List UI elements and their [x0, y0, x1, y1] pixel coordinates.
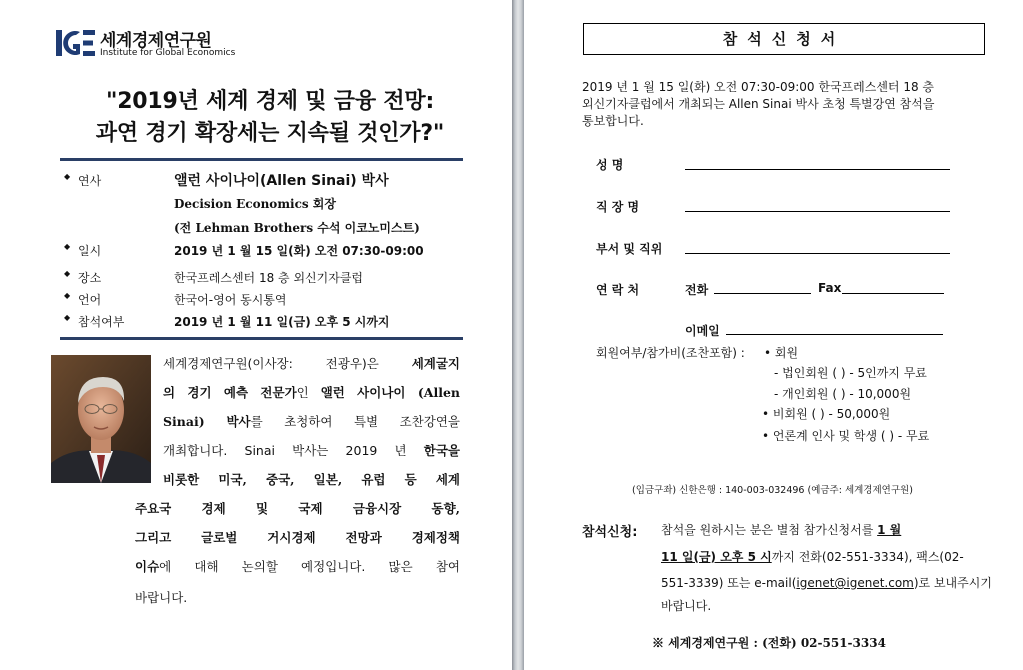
intro-text-bold: 주요국 경제 및 국제 금융시장 동향,: [135, 501, 460, 516]
info-row-venue: [60, 269, 470, 289]
bank-account: (입금구좌) 신한은행 : 140-003-032496 (예금주: 세계경제연구원): [632, 485, 913, 496]
info-key: 언어: [78, 293, 102, 307]
apply-text: )로 보내주시기: [913, 576, 992, 590]
intro-text-bold: 그리고 글로벌 거시경제 전망과 경제정책: [135, 530, 460, 545]
info-value: 한국어-영어 동시통역: [174, 293, 287, 307]
intro-text: 바랍니다.: [135, 590, 188, 605]
fax-label: Fax: [818, 281, 842, 295]
phone-label: 전화: [685, 283, 709, 297]
name-field-line[interactable]: [685, 168, 950, 170]
logo-name-ko: 세계경제연구원: [100, 31, 212, 51]
page-gutter: [512, 0, 524, 670]
email-label: 이메일: [685, 324, 720, 338]
apply-text: 바랍니다.: [661, 599, 712, 613]
top-divider: [60, 158, 463, 161]
apply-deadline: 11 일(금) 오후 5 시: [661, 550, 772, 564]
bullet-icon: ◆: [64, 242, 71, 251]
apply-text: 까지 전화(02-551-3334), 팩스(02-: [771, 550, 964, 564]
intro-text: 개최합니다. Sinai 박사는 2019 년: [163, 443, 424, 458]
application-intro-line2: 외신기자클럽에서 개최되는 Allen Sinai 박사 초청 특별강연 참석을: [582, 97, 935, 111]
fee-nonmember: • 비회원 ( ) - 50,000원: [762, 407, 891, 421]
intro-line: [135, 585, 460, 611]
intro-line: [135, 496, 460, 522]
info-row-rsvp: [60, 313, 470, 333]
intro-text-bold: 한국을: [423, 443, 460, 458]
event-title-line2: 과연 경기 확장세는 지속될 것인가?": [95, 121, 445, 146]
apply-line: [661, 593, 987, 620]
info-value: 앨런 사이나이(Allen Sinai) 박사: [174, 173, 389, 189]
apply-line: [661, 544, 987, 571]
info-row-speaker: [60, 172, 470, 192]
info-row-language: [60, 291, 470, 311]
fee-member: • 회원: [764, 346, 799, 360]
info-key: 일시: [78, 244, 102, 258]
info-value: 한국프레스센터 18 층 외신기자클럽: [174, 271, 364, 285]
application-title: 참석신청서: [583, 23, 985, 55]
company-field-line[interactable]: [685, 210, 950, 212]
intro-line: [135, 525, 460, 551]
intro-text-bold: Sinai) 박사: [163, 414, 251, 429]
bottom-divider: [60, 337, 463, 340]
intro-text: 에 대해 논의할 예정입니다. 많은 참여: [159, 559, 460, 574]
intro-line: [163, 380, 460, 406]
speaker-title: Decision Economics 회장: [174, 197, 336, 211]
fee-individual: - 개인회원 ( ) - 10,000원: [774, 387, 912, 401]
intro-text-bold: 세계굴지: [411, 356, 460, 371]
apply-text: 551-3339) 또는 e-mail(: [661, 576, 797, 590]
info-row-date: [60, 242, 470, 262]
company-label: 직 장 명: [596, 200, 640, 214]
info-key: 장소: [78, 271, 102, 285]
event-title-line1: "2019년 세계 경제 및 금융 전망:: [105, 89, 435, 114]
intro-text: 인: [296, 385, 321, 400]
logo-name-en: Institute for Global Economics: [100, 48, 236, 58]
dept-field-line[interactable]: [685, 252, 950, 254]
intro-text-bold: 비롯한 미국, 중국, 일본, 유럽 등 세계: [163, 472, 460, 487]
bullet-icon: ◆: [64, 291, 71, 300]
info-key: 참석여부: [78, 315, 125, 329]
contact-label: 연 락 처: [596, 283, 640, 297]
info-value: 2019 년 1 월 15 일(화) 오전 07:30-09:00: [174, 244, 424, 258]
intro-text: 세계경제연구원(이사장: 전광우)은: [163, 356, 412, 371]
intro-text-bold: 의 경기 예측 전문가: [163, 385, 297, 400]
intro-text: 를 초청하여 특별 조찬강연을: [250, 414, 460, 429]
intro-text-bold: 앨런 사이나이 (Allen: [320, 385, 460, 400]
footer-contact: ※ 세계경제연구원 : (전화) 02-551-3334: [652, 636, 886, 650]
name-label: 성 명: [596, 158, 624, 172]
speaker-photo: [51, 355, 151, 483]
intro-line: [163, 438, 460, 464]
application-intro-line1: 2019 년 1 월 15 일(화) 오전 07:30-09:00 한국프레스센터 18 층: [582, 80, 935, 94]
apply-text: 참석을 원하시는 분은 별첨 참가신청서를: [661, 523, 878, 537]
info-value: 2019 년 1 월 11 일(금) 오후 5 시까지: [174, 315, 390, 329]
intro-line: [135, 554, 460, 580]
dept-label: 부서 및 직위: [596, 242, 663, 256]
fee-press-student: • 언론계 인사 및 학생 ( ) - 무료: [762, 429, 930, 443]
speaker-former-title: (전 Lehman Brothers 수석 이코노미스트): [174, 221, 420, 235]
apply-label: 참석신청:: [582, 525, 638, 540]
ige-logo-icon: [56, 28, 96, 58]
fax-field-line[interactable]: [842, 292, 944, 294]
bullet-icon: ◆: [64, 313, 71, 322]
intro-line: [163, 409, 460, 435]
info-key: 연사: [78, 174, 102, 188]
intro-text-bold: 이슈: [135, 559, 160, 574]
intro-line: [163, 467, 460, 493]
email-field-line[interactable]: [726, 333, 943, 335]
apply-line: [661, 517, 987, 544]
application-intro-line3: 통보합니다.: [582, 114, 644, 128]
phone-field-line[interactable]: [714, 292, 811, 294]
intro-line: [163, 351, 460, 377]
email-link[interactable]: igenet@igenet.com: [796, 576, 914, 590]
fee-corporate: - 법인회원 ( ) - 5인까지 무료: [774, 366, 927, 380]
bullet-icon: ◆: [64, 269, 71, 278]
bullet-icon: ◆: [64, 172, 71, 181]
apply-deadline: 1 월: [877, 523, 902, 537]
membership-label: 회원여부/참가비(조찬포함) :: [596, 346, 745, 360]
right-page: [524, 0, 1023, 670]
